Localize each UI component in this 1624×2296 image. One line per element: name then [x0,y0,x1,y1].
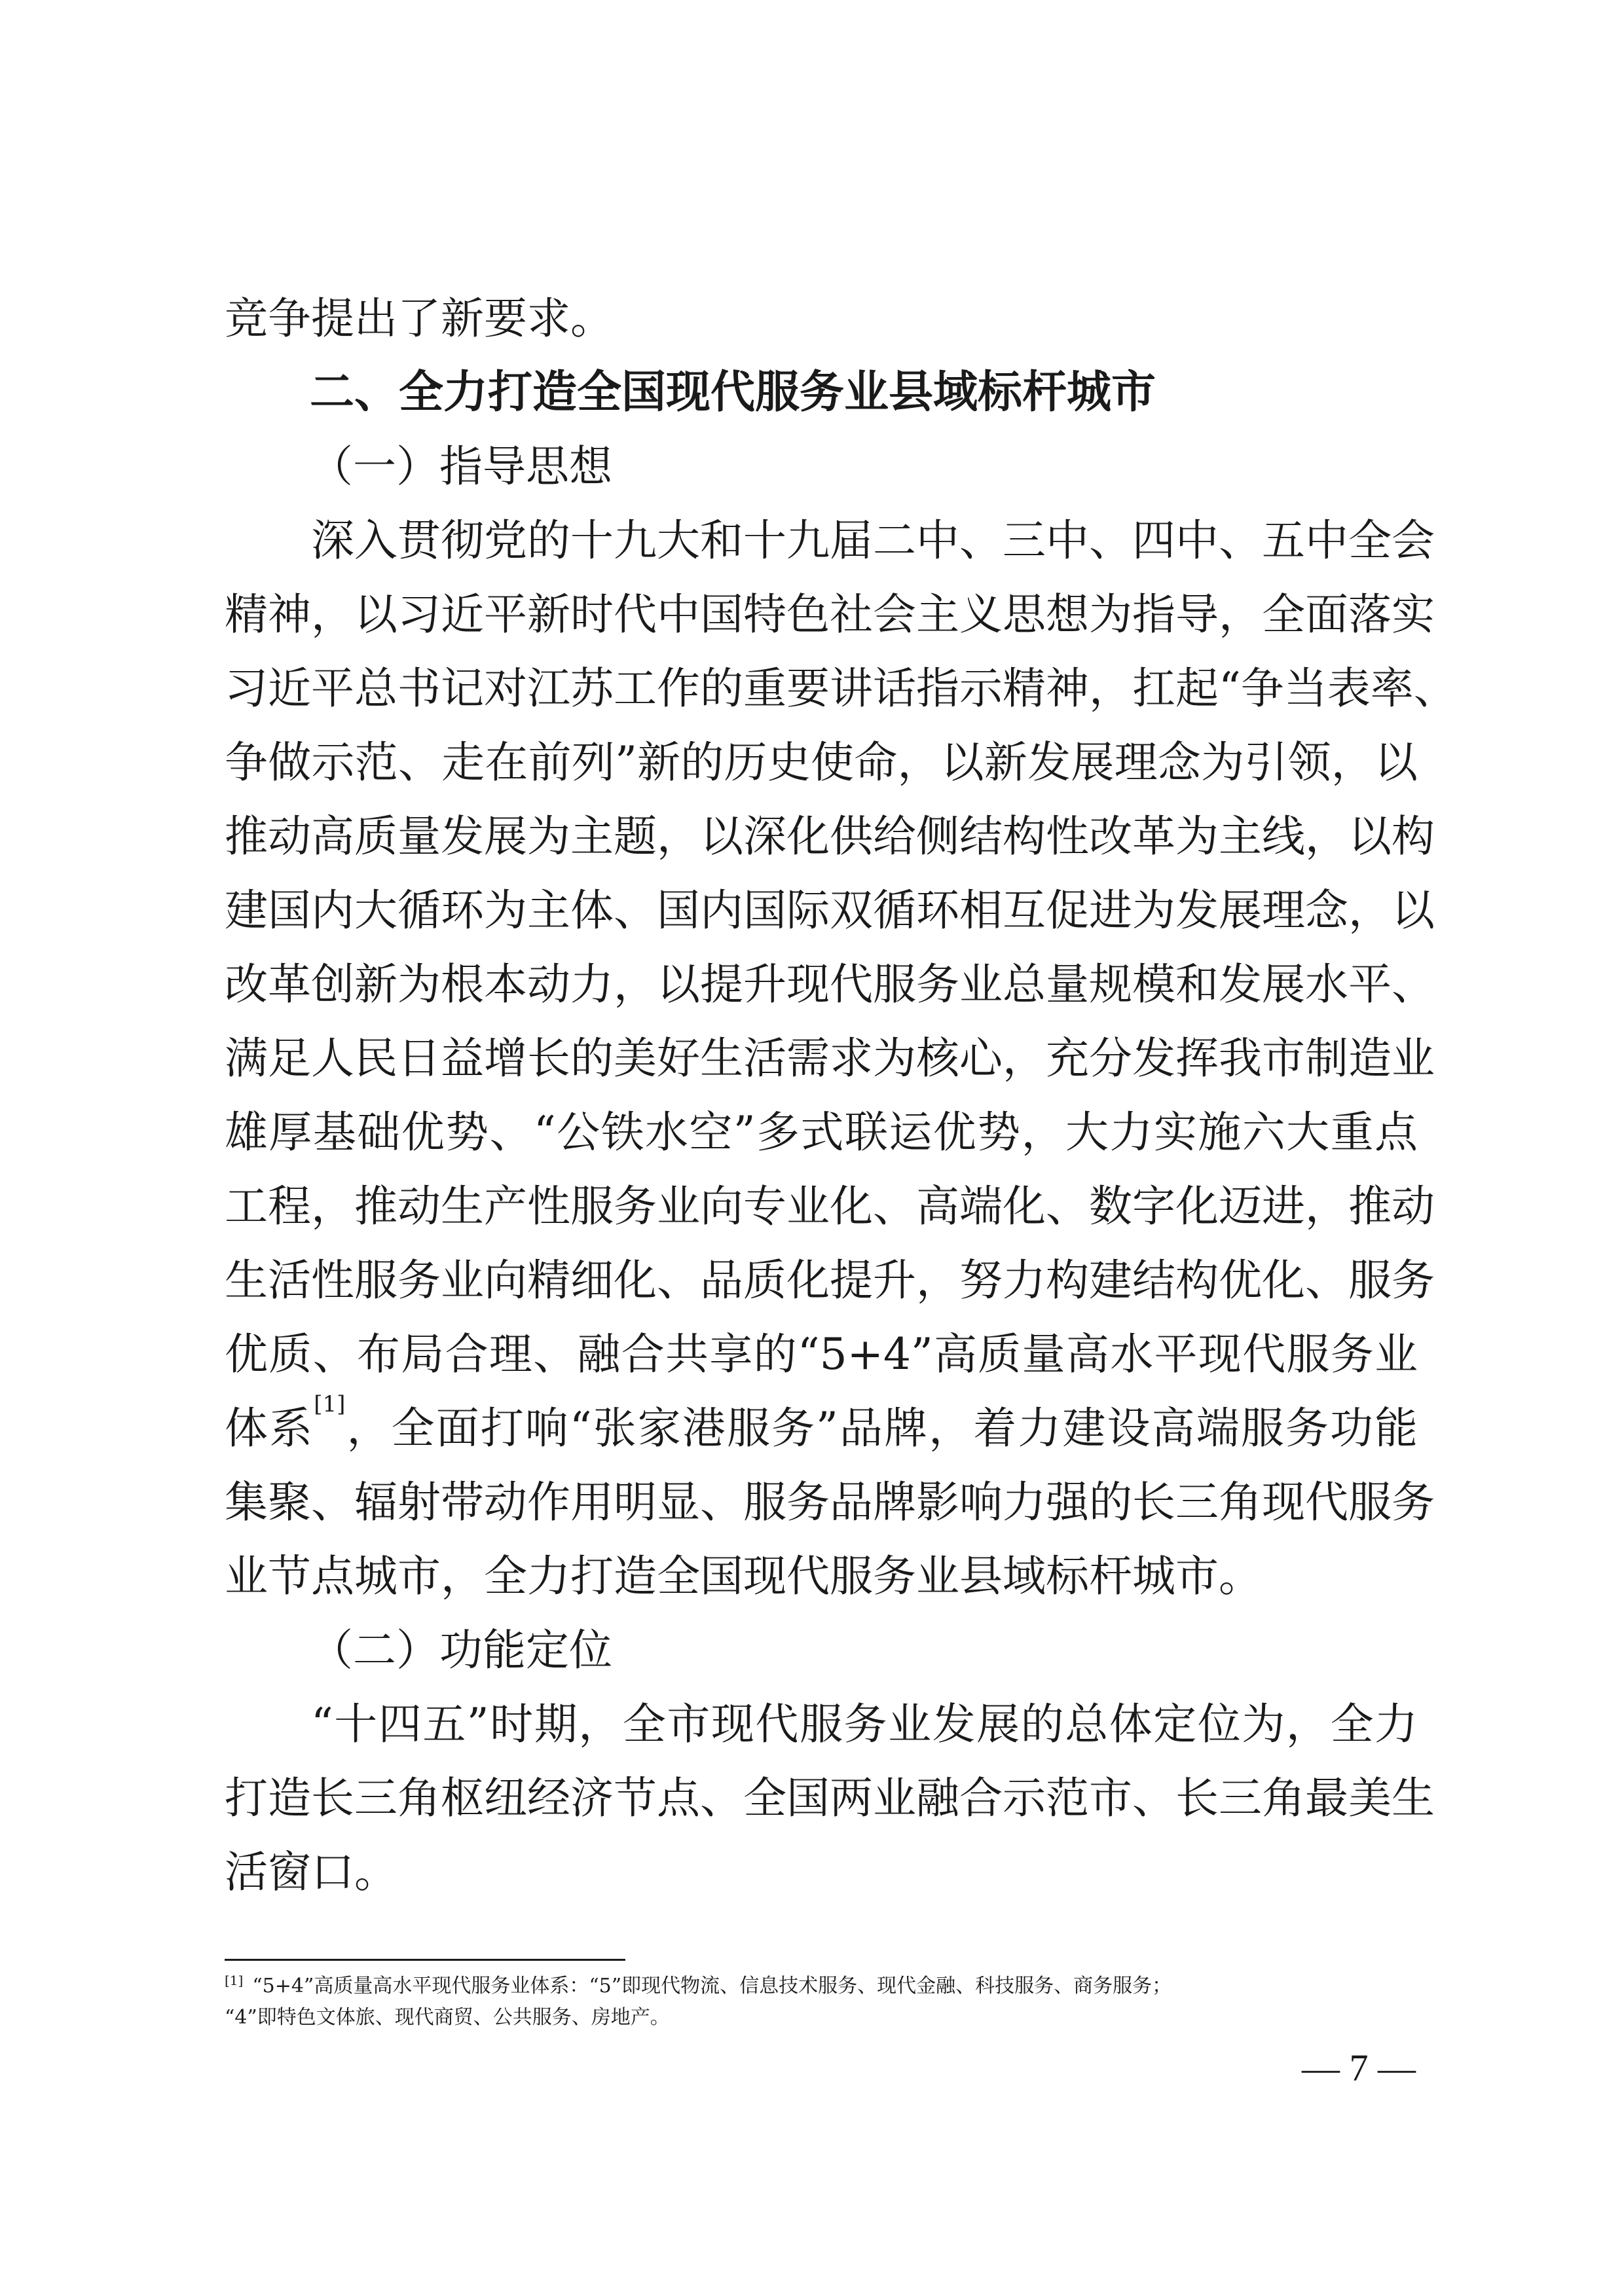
paragraph-line: 优质、布局合理、融合共享的“5+4”高质量高水平现代服务业 [225,1329,1418,1379]
body-text [225,282,1457,1909]
subsection-heading-guiding-ideology: （一）指导思想 [310,441,612,492]
section-heading: 二、全力打造全国现代服务业县域标杆城市 [310,367,1156,418]
footnote-ref-before: 体系 [225,1403,314,1453]
footnote-reference[interactable]: [1] [314,1391,346,1417]
paragraph-line: 工程，推动生产性服务业向专业化、高端化、数字化迈进，推动 [225,1181,1435,1231]
paragraph-line: 改革创新为根本动力，以提升现代服务业总量规模和发展水平、 [225,959,1435,1010]
paragraph-line: 习近平总书记对江苏工作的重要讲话指示精神，扛起“争当表率、 [225,663,1457,714]
paragraph-line: 集聚、辐射带动作用明显、服务品牌影响力强的长三角现代服务 [225,1477,1435,1527]
footnote [225,1971,1418,2033]
footnote-line: “4”即特色文体旅、现代商贸、公共服务、房地产。 [225,2006,670,2029]
footnote-separator [225,1959,625,1961]
paragraph-line: 推动高质量发展为主题，以深化供给侧结构性改革为主线，以构 [225,811,1435,862]
page-number: — 7 — [1302,2047,1416,2089]
subsection-heading-functional-positioning: （二）功能定位 [310,1625,612,1675]
paragraph-line: 争做示范、走在前列”新的历史使命，以新发展理念为引领，以 [225,737,1418,788]
footnote-text: “5+4”高质量高水平现代服务业体系：“5”即现代物流、信息技术服务、现代金融、科技服务、商务服务； [252,1975,1172,1997]
paragraph-line: 雄厚基础优势、“公铁水空”多式联运优势，大力实施六大重点 [225,1107,1418,1157]
paragraph-line: 业节点城市，全力打造全国现代服务业县域标杆城市。 [225,1551,1262,1601]
paragraph-line: 打造长三角枢纽经济节点、全国两业融合示范市、长三角最美生 [225,1773,1435,1823]
footnote-mark: [1] [225,1973,244,1988]
continuation-line: 竞争提出了新要求。 [225,293,614,344]
paragraph-line: 生活性服务业向精细化、品质化提升，努力构建结构优化、服务 [225,1255,1435,1305]
paragraph-line-with-footnote-ref [225,1391,1418,1465]
paragraph-line: 建国内大循环为主体、国内国际双循环相互促进为发展理念，以 [225,885,1435,936]
footnote-line [225,1971,1418,2002]
paragraph-line: 精神，以习近平新时代中国特色社会主义思想为指导，全面落实 [225,589,1435,640]
paragraph-line: “十四五”时期，全市现代服务业发展的总体定位为，全力 [311,1699,1418,1749]
paragraph-line: 活窗口。 [225,1847,397,1897]
footnote-ref-after: ，全面打响“张家港服务”品牌，着力建设高端服务功能 [345,1403,1418,1453]
paragraph-line: 满足人民日益增长的美好生活需求为核心，充分发挥我市制造业 [225,1033,1435,1084]
paragraph-line: 深入贯彻党的十九大和十九届二中、三中、四中、五中全会 [311,515,1435,566]
